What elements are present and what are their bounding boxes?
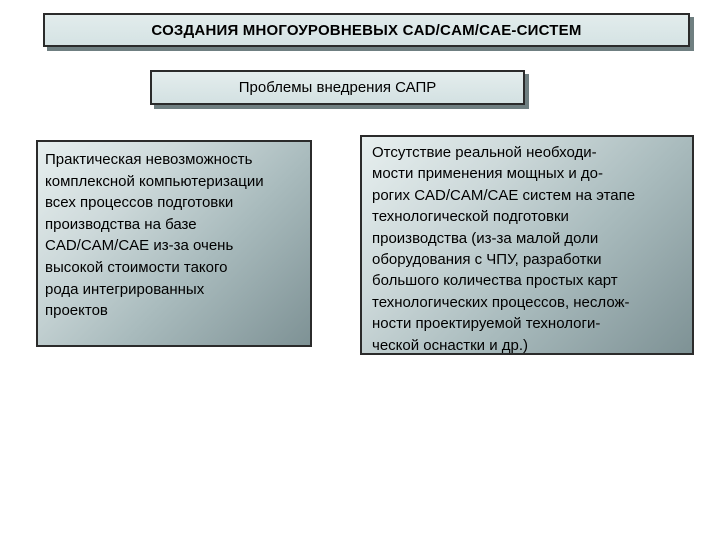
text-line: Отсутствие реальной необходи- bbox=[372, 144, 597, 161]
text-line: рогих CAD/CAM/CAE систем на этапе bbox=[372, 186, 636, 204]
text-line: оборудования с ЧПУ, разработки bbox=[372, 251, 602, 269]
subtitle: Проблемы внедрения САПР bbox=[238, 79, 437, 96]
text-line: Практическая невозможность bbox=[45, 151, 253, 168]
page-title: СОЗДАНИЯ МНОГОУРОВНЕВЫХ CAD/CAM/CAE-СИСТЕМ bbox=[151, 21, 582, 39]
text-line: производства (из-за малой доли bbox=[372, 229, 599, 247]
text-line: большого количества простых карт bbox=[372, 272, 618, 290]
text-line: технологических процессов, неслож- bbox=[372, 293, 630, 311]
text-line: комплексной компьютеризации bbox=[45, 172, 264, 190]
text-line: высокой стоимости такого bbox=[45, 258, 228, 276]
left-problem-panel bbox=[36, 140, 312, 347]
subtitle-box bbox=[150, 70, 525, 105]
text-line: всех процессов подготовки bbox=[45, 194, 234, 212]
text-line: технологической подготовки bbox=[372, 208, 569, 226]
text-line: рода интегрированных bbox=[45, 280, 205, 298]
right-problem-panel bbox=[360, 135, 694, 355]
text-line: проектов bbox=[45, 302, 108, 320]
left-problem-text bbox=[45, 149, 304, 322]
title-box bbox=[43, 13, 690, 47]
right-problem-text bbox=[372, 142, 686, 356]
text-line: мости применения мощных и до- bbox=[372, 165, 604, 183]
text-line: ности проектируемой технологи- bbox=[372, 315, 601, 333]
text-line: ческой оснастки и др.) bbox=[372, 336, 529, 354]
text-line: CAD/CAM/CAE из-за очень bbox=[45, 237, 234, 255]
text-line: производства на базе bbox=[45, 215, 197, 233]
